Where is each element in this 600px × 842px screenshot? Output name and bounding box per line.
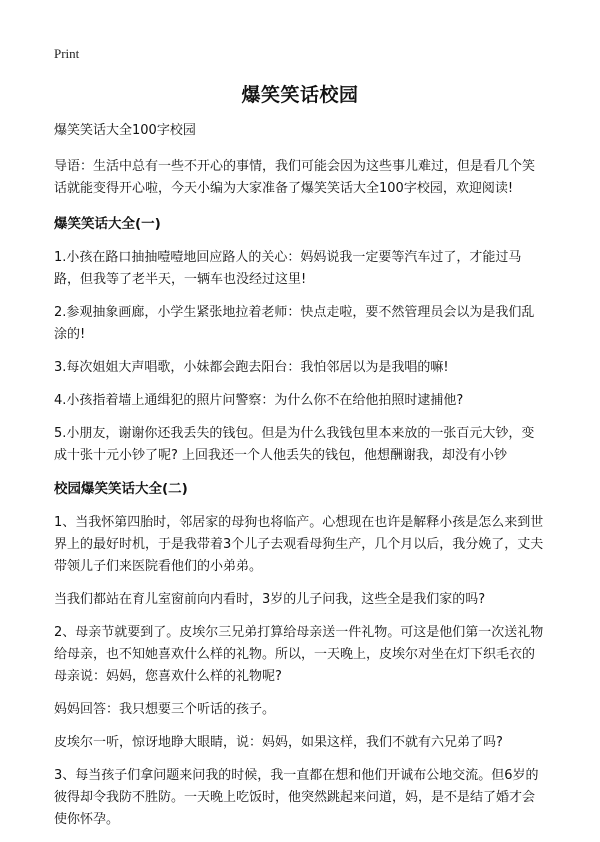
- joke-paragraph: 3、每当孩子们拿问题来问我的时候，我一直都在想和他们开诚布公地交流。但6岁的彼得却令我防不胜防。一天晚上吃饭时，他突然跳起来问道，妈，是不是结了婚才会使你怀孕。: [54, 768, 539, 827]
- joke-paragraph: 1、当我怀第四胎时，邻居家的母狗也将临产。心想现在也许是解释小孩是怎么来到世界上的最好时机，于是我带着3个儿子去观看母狗生产，几个月以后，我分娩了，丈夫带领儿子们来医院看他们的小弟弟。: [54, 515, 544, 574]
- section-heading-2: 校园爆笑笑话大全(二): [54, 481, 188, 497]
- article-subtitle: 爆笑笑话大全100字校园: [54, 123, 196, 138]
- section-heading-1: 爆笑笑话大全(一): [54, 216, 161, 232]
- joke-paragraph: 2.参观抽象画廊，小学生紧张地拉着老师：快点走啦，要不然管理员会以为是我们乱涂的!: [54, 305, 535, 342]
- joke-paragraph: 2、母亲节就要到了。皮埃尔三兄弟打算给母亲送一件礼物。可这是他们第一次送礼物给母亲，也不知她喜欢什么样的礼物。所以，一天晚上，皮埃尔对坐在灯下织毛衣的母亲说：妈妈，您喜欢什么样的礼物呢?: [54, 625, 544, 684]
- joke-paragraph: 妈妈回答：我只想要三个听话的孩子。: [54, 702, 276, 717]
- joke-paragraph: 4.小孩指着墙上通缉犯的照片问警察：为什么你不在给他拍照时逮捕他?: [54, 393, 464, 408]
- page-title: 爆笑笑话校园: [241, 84, 359, 106]
- print-link[interactable]: Print: [54, 46, 80, 61]
- joke-paragraph: 1.小孩在路口抽抽噎噎地回应路人的关心：妈妈说我一定要等汽车过了，才能过马路，但我等了老半天，一辆车也没经过这里!: [54, 250, 522, 287]
- article-intro: 导语：生活中总有一些不开心的事情，我们可能会因为这些事儿难过，但是看几个笑话就能变得开心啦，今天小编为大家准备了爆笑笑话大全100字校园，欢迎阅读!: [54, 159, 536, 196]
- joke-paragraph: 5.小朋友，谢谢你还我丢失的钱包。但是为什么我钱包里本来放的一张百元大钞，变成十张十元小钞了呢? 上回我还一个人他丢失的钱包，他想酬谢我，却没有小钞: [54, 426, 535, 463]
- article-body: [54, 120, 546, 842]
- joke-paragraph: 皮埃尔一听，惊讶地睁大眼睛，说：妈妈，如果这样，我们不就有六兄弟了吗?: [54, 735, 503, 750]
- joke-paragraph: 当我们都站在育儿室窗前向内看时，3岁的儿子问我，这些全是我们家的吗?: [54, 592, 486, 607]
- joke-paragraph: 3.每次姐姐大声唱歌，小妹都会跑去阳台：我怕邻居以为是我唱的嘛!: [54, 360, 449, 375]
